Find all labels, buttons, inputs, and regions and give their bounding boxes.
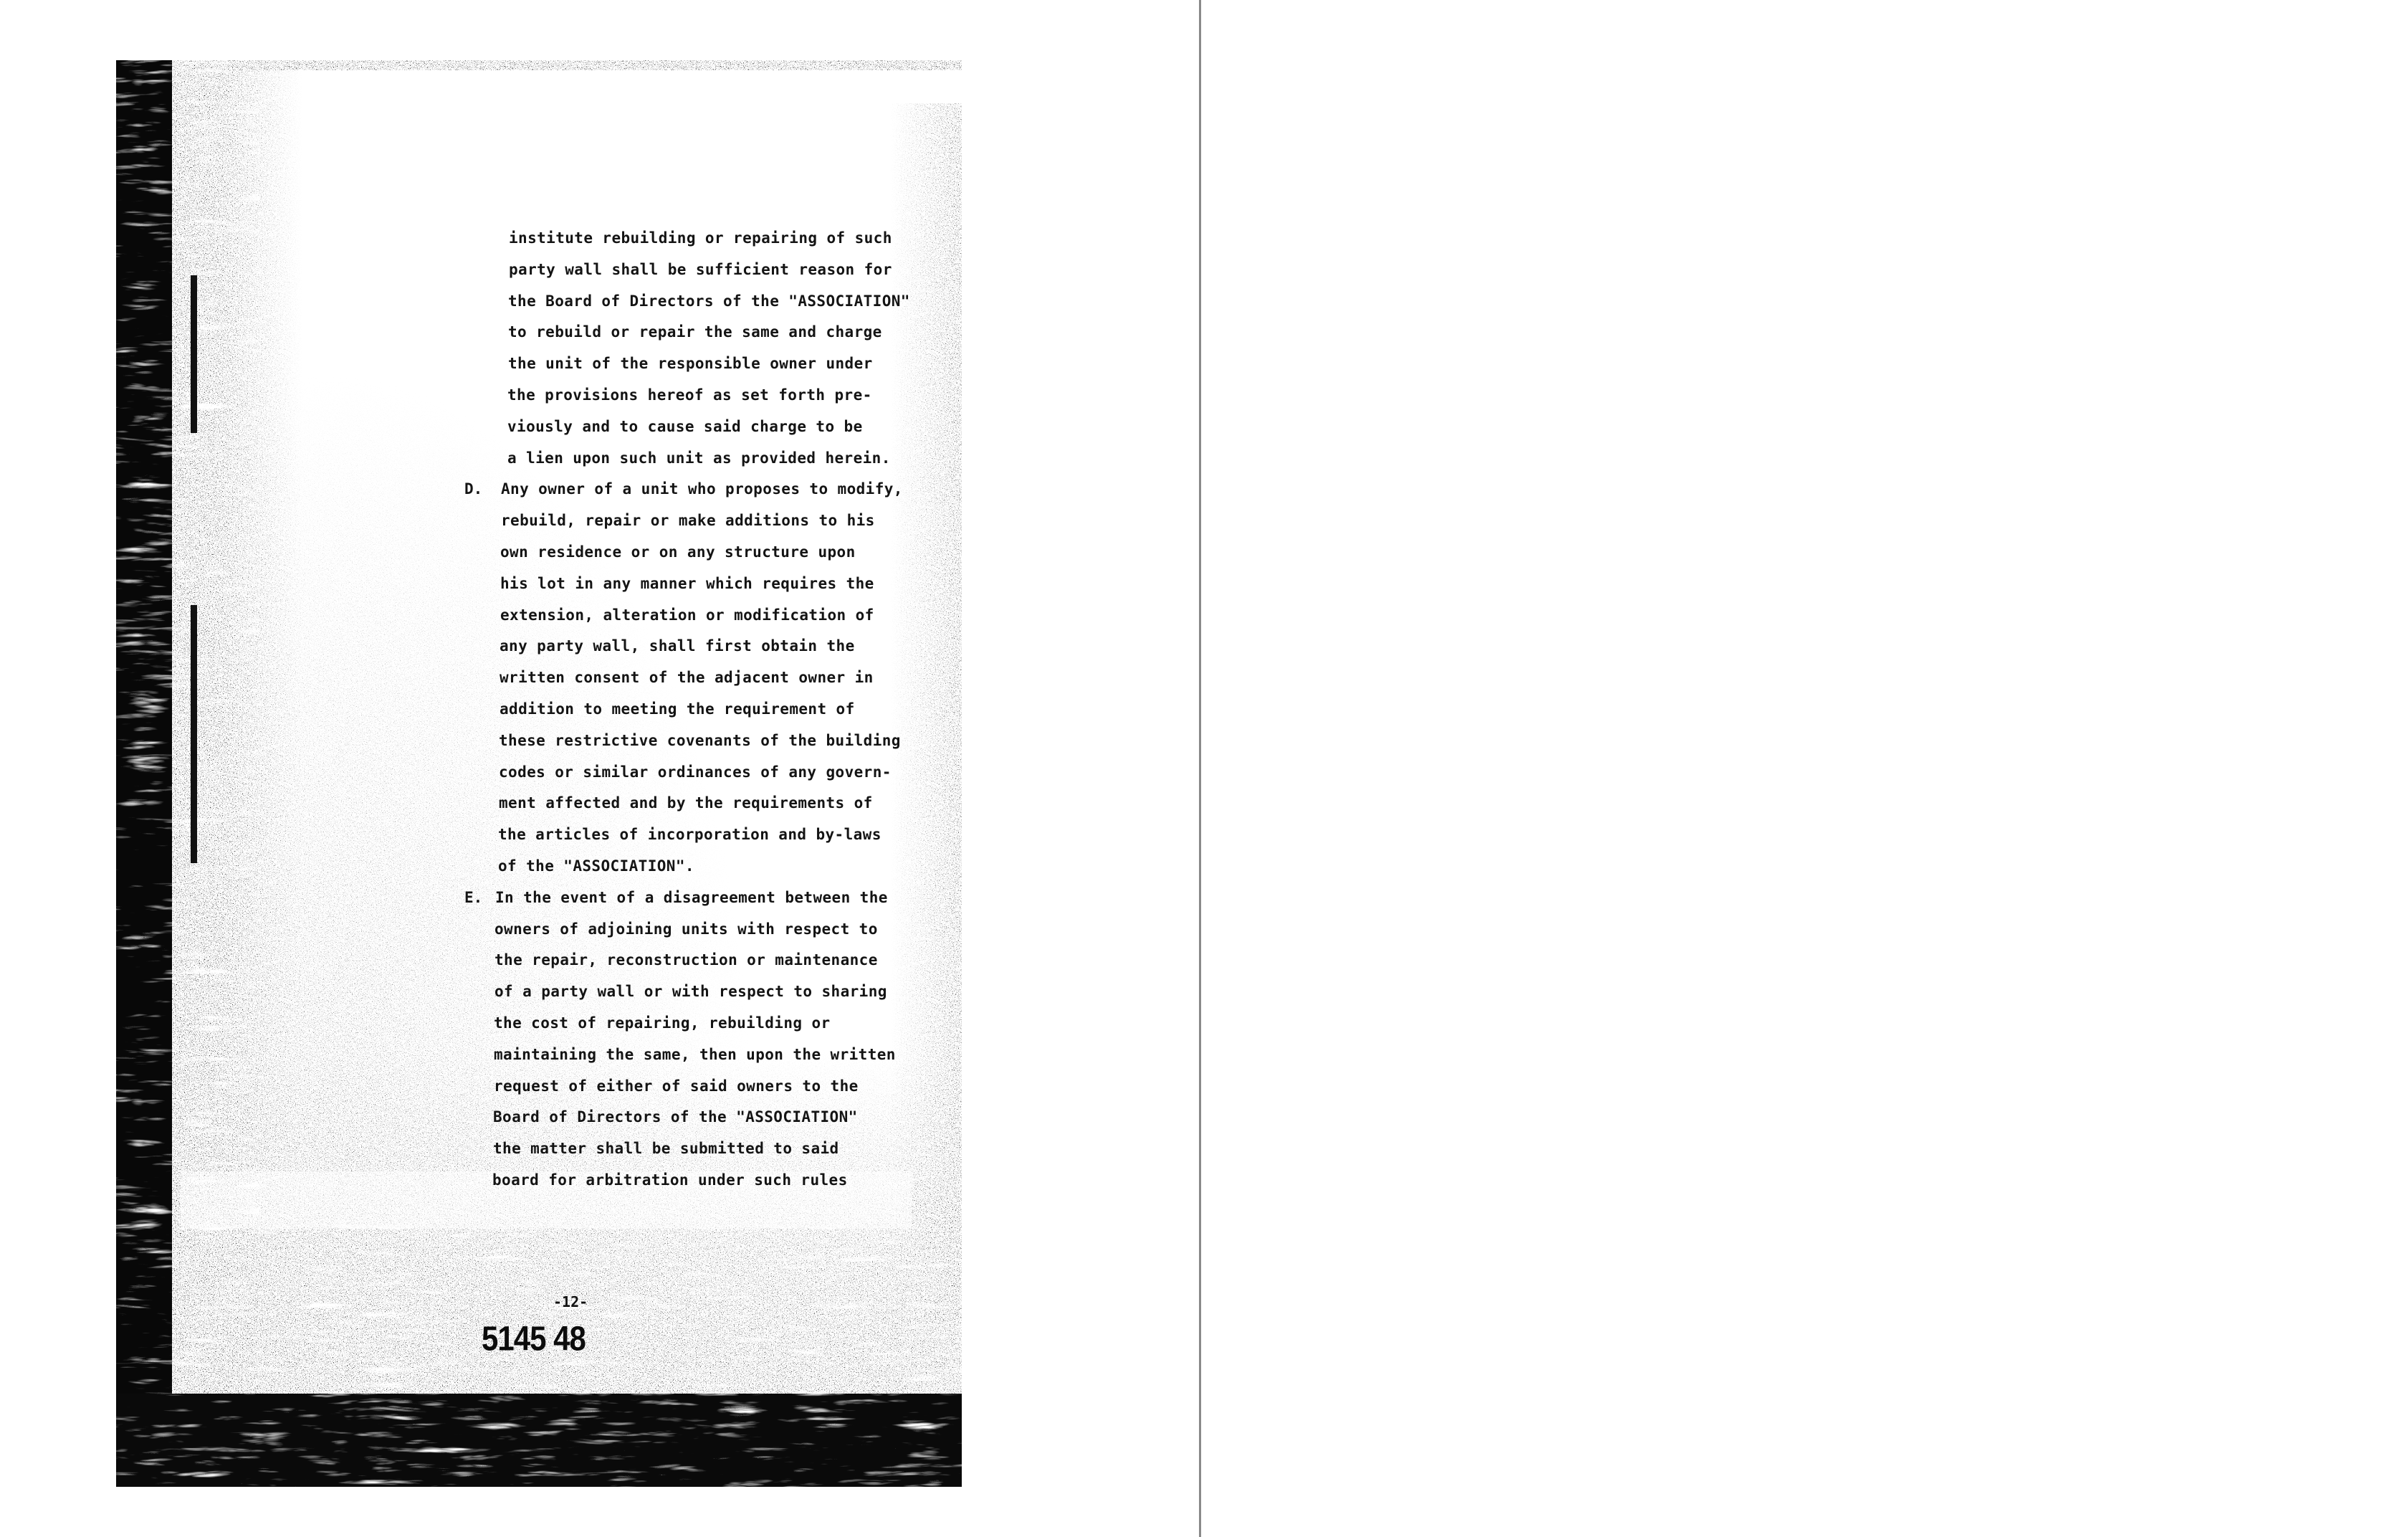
text-line: In the event of a disagreement between the [495,889,888,906]
text-line: Board of Directors of the "ASSOCIATION" [493,1108,858,1126]
document-body [116,60,962,1487]
text-line: request of either of said owners to the [494,1077,859,1095]
text-line: the unit of the responsible owner under [508,355,873,372]
scanned-page [116,60,962,1487]
text-line: rebuild, repair or make additions to his [501,512,875,529]
text-line: maintaining the same, then upon the written [494,1046,896,1063]
paragraph-marker: E. [464,889,483,906]
text-line: the Board of Directors of the "ASSOCIATION" [508,292,910,310]
text-line: owners of adjoining units with respect to [494,920,878,938]
page-number: -12- [553,1293,588,1310]
text-line: of the "ASSOCIATION". [498,857,694,875]
text-line: own residence or on any structure upon [500,543,856,561]
text-line: addition to meeting the requirement of [500,700,855,718]
text-line: his lot in any manner which requires the [500,575,874,592]
paragraph-marker: D. [464,480,483,498]
text-line: ment affected and by the requirements of [499,794,873,812]
text-line: the provisions hereof as set forth pre- [507,386,872,404]
text-line: extension, alteration or modification of [500,606,874,624]
text-line: Any owner of a unit who proposes to modify, [501,480,903,498]
text-line: of a party wall or with respect to sharing [494,983,887,1000]
text-line: the cost of repairing, rebuilding or [494,1014,831,1032]
text-line: viously and to cause said charge to be [507,418,863,435]
text-line: a lien upon such unit as provided herein. [507,449,891,467]
text-line: board for arbitration under such rules [492,1171,848,1189]
text-line: the matter shall be submitted to said [493,1140,839,1157]
text-line: written consent of the adjacent owner in [500,669,874,686]
text-line: party wall shall be sufficient reason for [509,261,892,278]
text-line: codes or similar ordinances of any govern- [499,763,892,781]
page-divider [1199,0,1201,1537]
text-line: to rebuild or repair the same and charge [508,323,882,341]
text-line: institute rebuilding or repairing of such [509,229,892,247]
text-line: the repair, reconstruction or maintenance [494,951,878,969]
book-page-stamp: 5145 48 [482,1319,586,1358]
text-line: the articles of incorporation and by-laws [498,826,882,843]
text-line: these restrictive covenants of the building [499,732,901,749]
text-line: any party wall, shall first obtain the [500,637,855,655]
